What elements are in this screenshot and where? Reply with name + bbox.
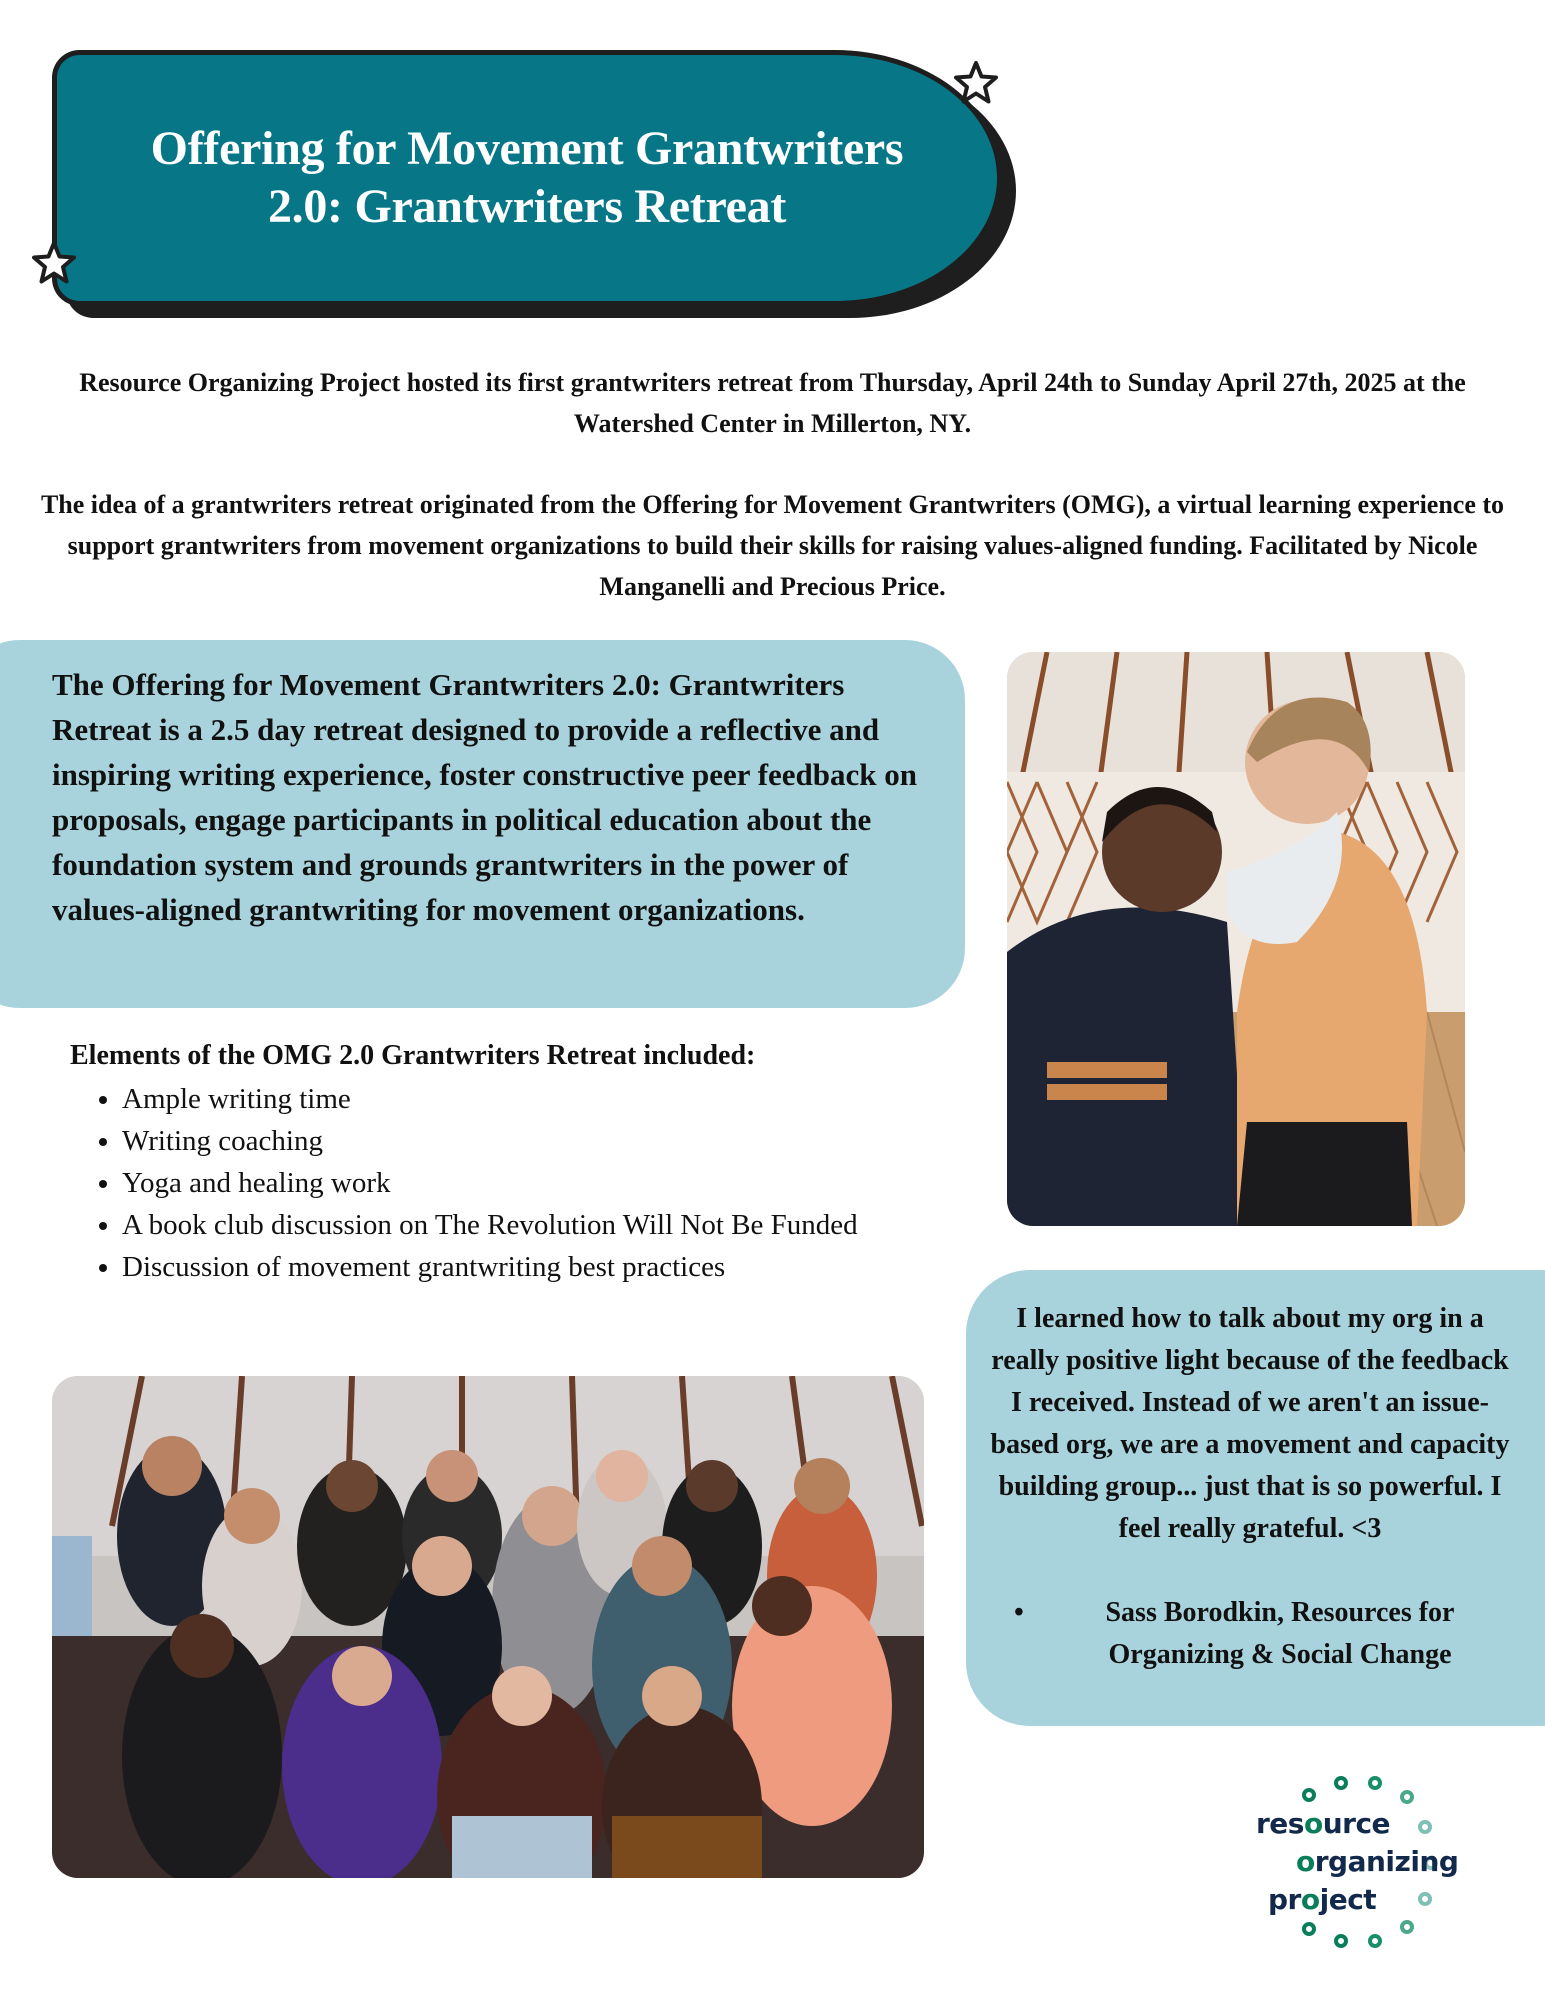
- duo-photo-image: [1007, 652, 1465, 1226]
- logo-ring: [1418, 1820, 1432, 1834]
- logo-word-organizing: organizing: [1296, 1845, 1459, 1878]
- list-item: • Discussion of movement grantwriting best practices: [122, 1246, 858, 1288]
- header-banner: [52, 50, 1022, 320]
- elements-heading: Elements of the OMG 2.0 Grantwriters Retreat included:: [70, 1040, 756, 1071]
- header-box: [52, 50, 1002, 306]
- star-icon: [950, 58, 1002, 110]
- list-item: • Yoga and healing work: [122, 1162, 858, 1204]
- logo-ring: [1400, 1790, 1414, 1804]
- description-text: The Offering for Movement Grantwriters 2.0: Grantwriters Retreat is a 2.5 day retreat designed to provide a reflective and inspiring writing experience, foster constructive peer feedback on proposals, engage participants in political education about the foundation system and grounds grantwriters in the power of values-aligned grantwriting for movement organizations.: [52, 667, 918, 927]
- logo-word-resource: resource: [1256, 1807, 1391, 1840]
- list-item: • Ample writing time: [122, 1078, 858, 1120]
- quote-attribution: [1010, 1592, 1510, 1676]
- photo-duo: [1007, 652, 1465, 1226]
- bullet-icon: •: [1014, 1597, 1024, 1628]
- list-item: • Writing coaching: [122, 1120, 858, 1162]
- testimonial-quote: I learned how to talk about my org in a really positive light because of the feedback I received. Instead of we aren't an issue-based org, we are a movement and capacity building group... just that is so powerful. I feel really grateful. <3: [990, 1303, 1510, 1544]
- list-item: • A book club discussion on The Revolution Will Not Be Funded: [122, 1204, 858, 1246]
- logo-ring: [1368, 1776, 1382, 1790]
- logo-ring: [1334, 1934, 1348, 1948]
- resource-organizing-project-logo: [1240, 1760, 1510, 1960]
- intro-paragraph-dates: Resource Organizing Project hosted its first grantwriters retreat from Thursday, April 24th to Sunday April 27th, 2025 at the Watershed Center in Millerton, NY.: [79, 368, 1466, 438]
- logo-ring: [1302, 1922, 1316, 1936]
- logo-word-project: project: [1268, 1883, 1377, 1916]
- logo-ring: [1334, 1776, 1348, 1790]
- page-title: Offering for Movement Grantwriters 2.0: Grantwriters Retreat: [150, 122, 904, 233]
- intro-paragraph-origin: The idea of a grantwriters retreat originated from the Offering for Movement Grantwriters (OMG), a virtual learning experience to support grantwriters from movement organizations to build their skills for raising values-aligned funding. Facilitated by Nicole Manganelli and Precious Price.: [40, 490, 1505, 601]
- star-icon: [28, 238, 80, 290]
- elements-list: [70, 1078, 858, 1288]
- logo-ring: [1368, 1934, 1382, 1948]
- logo-ring: [1400, 1920, 1414, 1934]
- logo-ring: [1418, 1892, 1432, 1906]
- photo-group: [52, 1376, 924, 1878]
- attribution-text: Sass Borodkin, Resources for Organizing & Social Change: [1105, 1597, 1455, 1670]
- logo-ring: [1302, 1788, 1316, 1802]
- group-photo-image: [52, 1376, 924, 1878]
